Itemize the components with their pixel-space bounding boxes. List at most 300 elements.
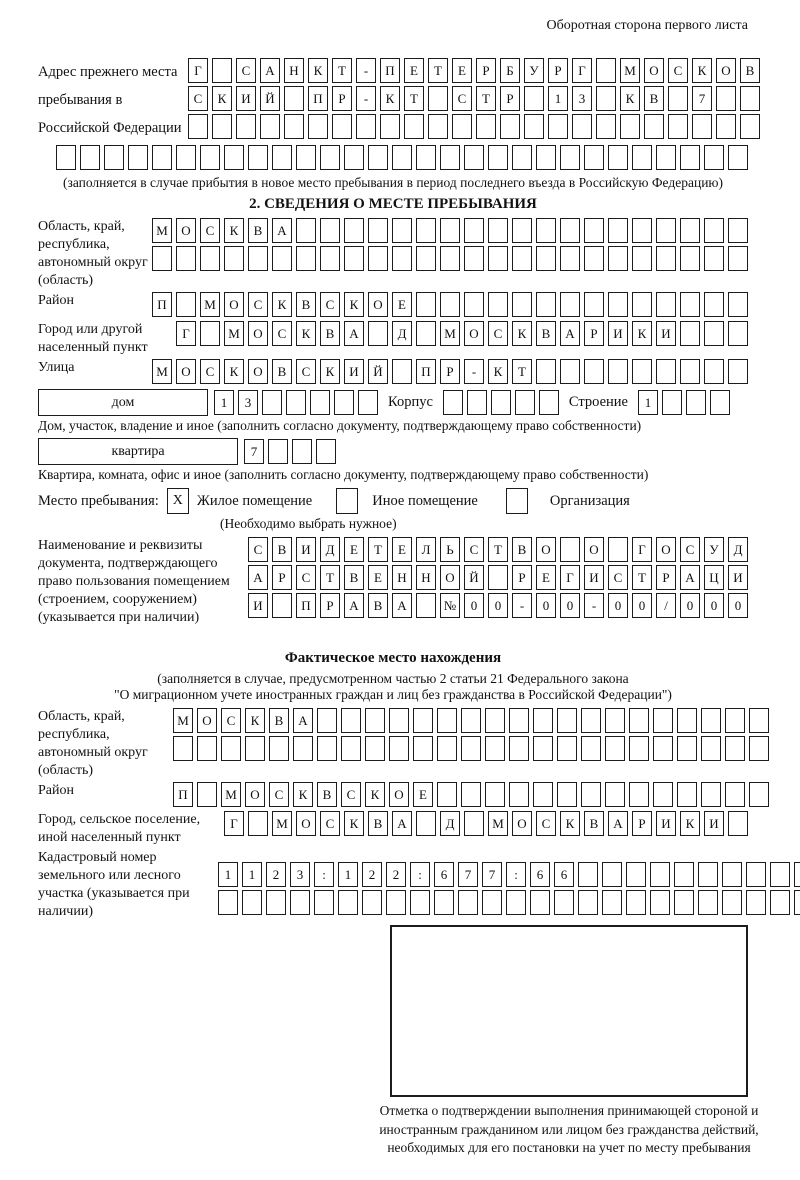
form-cell[interactable]: М <box>620 58 640 83</box>
form-cell[interactable] <box>740 86 760 111</box>
form-cell[interactable] <box>316 439 336 464</box>
form-cell[interactable]: А <box>392 811 412 836</box>
form-cell[interactable] <box>677 736 697 761</box>
form-cell[interactable] <box>560 145 580 170</box>
form-cell[interactable]: Р <box>476 58 496 83</box>
form-cell[interactable]: К <box>320 359 340 384</box>
form-cell[interactable]: 0 <box>704 593 724 618</box>
form-cell[interactable] <box>626 862 646 887</box>
form-cell[interactable]: В <box>344 565 364 590</box>
form-cell[interactable]: С <box>248 292 268 317</box>
form-cell[interactable]: О <box>512 811 532 836</box>
form-cell[interactable] <box>262 390 282 415</box>
form-cell[interactable]: А <box>272 218 292 243</box>
form-cell[interactable] <box>176 246 196 271</box>
form-cell[interactable] <box>662 390 682 415</box>
form-cell[interactable] <box>584 145 604 170</box>
form-cell[interactable]: Н <box>416 565 436 590</box>
form-cell[interactable]: К <box>272 292 292 317</box>
form-cell[interactable]: Л <box>416 537 436 562</box>
form-cell[interactable] <box>248 145 268 170</box>
form-cell[interactable]: О <box>368 292 388 317</box>
form-cell[interactable] <box>584 292 604 317</box>
form-cell[interactable] <box>584 359 604 384</box>
form-cell[interactable]: И <box>248 593 268 618</box>
form-cell[interactable] <box>266 890 286 915</box>
form-cell[interactable]: С <box>452 86 472 111</box>
form-cell[interactable] <box>560 537 580 562</box>
form-cell[interactable]: К <box>245 708 265 733</box>
form-cell[interactable]: А <box>344 593 364 618</box>
form-cell[interactable]: Е <box>392 537 412 562</box>
form-cell[interactable] <box>710 390 730 415</box>
form-cell[interactable] <box>728 321 748 346</box>
form-cell[interactable] <box>512 246 532 271</box>
form-cell[interactable] <box>536 246 556 271</box>
form-cell[interactable]: О <box>644 58 664 83</box>
form-cell[interactable] <box>272 246 292 271</box>
form-cell[interactable] <box>320 145 340 170</box>
form-cell[interactable]: Ц <box>704 565 724 590</box>
form-cell[interactable]: У <box>524 58 544 83</box>
form-cell[interactable] <box>509 736 529 761</box>
form-cell[interactable]: Р <box>500 86 520 111</box>
form-cell[interactable] <box>632 145 652 170</box>
form-cell[interactable] <box>725 708 745 733</box>
form-cell[interactable]: Т <box>320 565 340 590</box>
form-cell[interactable]: Й <box>368 359 388 384</box>
form-cell[interactable] <box>704 145 724 170</box>
form-cell[interactable]: А <box>392 593 412 618</box>
form-cell[interactable]: 1 <box>338 862 358 887</box>
form-cell[interactable] <box>464 218 484 243</box>
form-cell[interactable] <box>512 218 532 243</box>
form-cell[interactable]: Р <box>512 565 532 590</box>
form-cell[interactable]: К <box>380 86 400 111</box>
form-cell[interactable] <box>770 890 790 915</box>
form-cell[interactable]: Г <box>224 811 244 836</box>
form-cell[interactable] <box>260 114 280 139</box>
form-cell[interactable] <box>794 890 800 915</box>
form-cell[interactable]: 0 <box>728 593 748 618</box>
form-cell[interactable]: С <box>200 218 220 243</box>
form-cell[interactable] <box>332 114 352 139</box>
form-cell[interactable] <box>416 218 436 243</box>
form-cell[interactable]: 0 <box>632 593 652 618</box>
form-cell[interactable]: : <box>410 862 430 887</box>
form-cell[interactable] <box>428 114 448 139</box>
form-cell[interactable] <box>668 114 688 139</box>
form-cell[interactable]: М <box>440 321 460 346</box>
form-cell[interactable]: И <box>656 811 676 836</box>
form-cell[interactable]: Й <box>464 565 484 590</box>
form-cell[interactable]: 6 <box>530 862 550 887</box>
form-cell[interactable]: С <box>320 292 340 317</box>
form-cell[interactable] <box>272 593 292 618</box>
form-cell[interactable]: О <box>248 359 268 384</box>
form-cell[interactable]: А <box>608 811 628 836</box>
form-cell[interactable] <box>728 218 748 243</box>
form-cell[interactable] <box>701 708 721 733</box>
form-cell[interactable] <box>188 114 208 139</box>
form-cell[interactable] <box>704 218 724 243</box>
form-cell[interactable] <box>224 145 244 170</box>
form-cell[interactable]: С <box>236 58 256 83</box>
form-cell[interactable] <box>488 145 508 170</box>
form-cell[interactable] <box>485 736 505 761</box>
form-cell[interactable] <box>416 593 436 618</box>
form-cell[interactable] <box>608 292 628 317</box>
form-cell[interactable]: А <box>248 565 268 590</box>
form-cell[interactable]: О <box>440 565 460 590</box>
form-cell[interactable]: И <box>704 811 724 836</box>
form-cell[interactable] <box>626 890 646 915</box>
form-cell[interactable] <box>698 862 718 887</box>
form-cell[interactable] <box>242 890 262 915</box>
form-cell[interactable] <box>749 736 769 761</box>
form-cell[interactable] <box>548 114 568 139</box>
form-cell[interactable] <box>176 145 196 170</box>
form-cell[interactable] <box>200 145 220 170</box>
form-cell[interactable] <box>392 145 412 170</box>
form-cell[interactable] <box>725 782 745 807</box>
form-cell[interactable] <box>80 145 100 170</box>
form-cell[interactable] <box>536 218 556 243</box>
form-cell[interactable] <box>491 390 511 415</box>
form-cell[interactable] <box>704 321 724 346</box>
form-cell[interactable] <box>749 782 769 807</box>
form-cell[interactable] <box>704 292 724 317</box>
form-cell[interactable]: М <box>224 321 244 346</box>
form-cell[interactable] <box>560 246 580 271</box>
form-cell[interactable] <box>680 292 700 317</box>
form-cell[interactable] <box>716 86 736 111</box>
form-cell[interactable] <box>464 292 484 317</box>
house-box[interactable]: дом <box>38 389 208 416</box>
form-cell[interactable]: С <box>248 537 268 562</box>
form-cell[interactable] <box>533 736 553 761</box>
form-cell[interactable] <box>416 811 436 836</box>
form-cell[interactable] <box>725 736 745 761</box>
form-cell[interactable]: Д <box>440 811 460 836</box>
form-cell[interactable] <box>515 390 535 415</box>
form-cell[interactable]: 3 <box>572 86 592 111</box>
form-cell[interactable] <box>212 114 232 139</box>
form-cell[interactable] <box>476 114 496 139</box>
form-cell[interactable]: С <box>296 565 316 590</box>
form-cell[interactable] <box>284 86 304 111</box>
form-cell[interactable] <box>584 218 604 243</box>
form-cell[interactable]: М <box>173 708 193 733</box>
form-cell[interactable] <box>482 890 502 915</box>
form-cell[interactable] <box>596 114 616 139</box>
form-cell[interactable]: 0 <box>488 593 508 618</box>
form-cell[interactable]: К <box>680 811 700 836</box>
form-cell[interactable] <box>452 114 472 139</box>
form-cell[interactable] <box>677 708 697 733</box>
form-cell[interactable] <box>413 736 433 761</box>
form-cell[interactable] <box>344 246 364 271</box>
form-cell[interactable]: Г <box>188 58 208 83</box>
form-cell[interactable]: 7 <box>458 862 478 887</box>
form-cell[interactable]: К <box>212 86 232 111</box>
form-cell[interactable]: Т <box>512 359 532 384</box>
form-cell[interactable]: В <box>272 359 292 384</box>
form-cell[interactable]: Р <box>548 58 568 83</box>
form-cell[interactable]: Б <box>500 58 520 83</box>
form-cell[interactable] <box>746 890 766 915</box>
form-cell[interactable]: О <box>245 782 265 807</box>
form-cell[interactable] <box>334 390 354 415</box>
form-cell[interactable]: С <box>272 321 292 346</box>
form-cell[interactable] <box>554 890 574 915</box>
form-cell[interactable]: К <box>560 811 580 836</box>
form-cell[interactable]: 7 <box>482 862 502 887</box>
form-cell[interactable] <box>632 359 652 384</box>
form-cell[interactable] <box>716 114 736 139</box>
form-cell[interactable]: П <box>173 782 193 807</box>
form-cell[interactable] <box>461 736 481 761</box>
form-cell[interactable]: Д <box>392 321 412 346</box>
form-cell[interactable] <box>728 292 748 317</box>
form-cell[interactable] <box>704 359 724 384</box>
form-cell[interactable] <box>440 145 460 170</box>
form-cell[interactable] <box>605 736 625 761</box>
form-cell[interactable] <box>596 58 616 83</box>
form-cell[interactable] <box>272 145 292 170</box>
form-cell[interactable]: Р <box>656 565 676 590</box>
form-cell[interactable] <box>308 114 328 139</box>
form-cell[interactable]: К <box>224 218 244 243</box>
form-cell[interactable] <box>368 145 388 170</box>
form-cell[interactable] <box>608 537 628 562</box>
form-cell[interactable] <box>197 736 217 761</box>
form-cell[interactable] <box>224 246 244 271</box>
form-cell[interactable]: 0 <box>608 593 628 618</box>
form-cell[interactable]: К <box>344 811 364 836</box>
form-cell[interactable] <box>560 359 580 384</box>
form-cell[interactable]: И <box>296 537 316 562</box>
form-cell[interactable] <box>581 708 601 733</box>
form-cell[interactable] <box>173 736 193 761</box>
form-cell[interactable]: С <box>200 359 220 384</box>
form-cell[interactable]: А <box>344 321 364 346</box>
form-cell[interactable] <box>317 736 337 761</box>
form-cell[interactable] <box>650 862 670 887</box>
form-cell[interactable] <box>581 782 601 807</box>
form-cell[interactable]: : <box>506 862 526 887</box>
form-cell[interactable] <box>437 782 457 807</box>
form-cell[interactable] <box>686 390 706 415</box>
form-cell[interactable]: 1 <box>638 390 658 415</box>
form-cell[interactable] <box>620 114 640 139</box>
form-cell[interactable] <box>341 736 361 761</box>
form-cell[interactable] <box>416 292 436 317</box>
form-cell[interactable] <box>485 782 505 807</box>
form-cell[interactable]: В <box>248 218 268 243</box>
form-cell[interactable] <box>506 890 526 915</box>
form-cell[interactable]: 0 <box>560 593 580 618</box>
form-cell[interactable] <box>341 708 361 733</box>
form-cell[interactable]: 6 <box>554 862 574 887</box>
form-cell[interactable] <box>509 782 529 807</box>
form-cell[interactable] <box>653 708 673 733</box>
form-cell[interactable] <box>674 890 694 915</box>
form-cell[interactable]: П <box>296 593 316 618</box>
form-cell[interactable]: № <box>440 593 460 618</box>
form-cell[interactable]: В <box>740 58 760 83</box>
form-cell[interactable]: Т <box>476 86 496 111</box>
form-cell[interactable] <box>557 708 577 733</box>
form-cell[interactable]: С <box>536 811 556 836</box>
form-cell[interactable]: / <box>656 593 676 618</box>
form-cell[interactable]: Г <box>560 565 580 590</box>
form-cell[interactable] <box>524 114 544 139</box>
form-cell[interactable]: П <box>308 86 328 111</box>
form-cell[interactable] <box>608 246 628 271</box>
form-cell[interactable]: Н <box>284 58 304 83</box>
form-cell[interactable]: С <box>668 58 688 83</box>
form-cell[interactable] <box>286 390 306 415</box>
form-cell[interactable] <box>410 890 430 915</box>
form-cell[interactable] <box>557 736 577 761</box>
form-cell[interactable] <box>632 246 652 271</box>
form-cell[interactable]: О <box>197 708 217 733</box>
form-cell[interactable] <box>461 708 481 733</box>
form-cell[interactable] <box>602 890 622 915</box>
form-cell[interactable] <box>200 246 220 271</box>
form-cell[interactable]: А <box>560 321 580 346</box>
form-cell[interactable]: В <box>644 86 664 111</box>
form-cell[interactable]: 0 <box>464 593 484 618</box>
form-cell[interactable] <box>557 782 577 807</box>
form-cell[interactable] <box>296 246 316 271</box>
form-cell[interactable]: В <box>536 321 556 346</box>
checkbox-residential[interactable]: X <box>167 488 189 514</box>
form-cell[interactable] <box>236 114 256 139</box>
form-cell[interactable] <box>320 218 340 243</box>
form-cell[interactable]: Р <box>332 86 352 111</box>
form-cell[interactable]: Р <box>440 359 460 384</box>
form-cell[interactable]: К <box>620 86 640 111</box>
form-cell[interactable] <box>248 246 268 271</box>
form-cell[interactable] <box>605 708 625 733</box>
form-cell[interactable] <box>728 811 748 836</box>
form-cell[interactable]: С <box>341 782 361 807</box>
form-cell[interactable] <box>668 86 688 111</box>
form-cell[interactable] <box>488 565 508 590</box>
form-cell[interactable] <box>128 145 148 170</box>
form-cell[interactable]: Г <box>176 321 196 346</box>
form-cell[interactable] <box>221 736 241 761</box>
form-cell[interactable] <box>464 246 484 271</box>
form-cell[interactable] <box>701 782 721 807</box>
form-cell[interactable] <box>602 862 622 887</box>
form-cell[interactable]: 2 <box>362 862 382 887</box>
form-cell[interactable] <box>317 708 337 733</box>
form-cell[interactable]: О <box>464 321 484 346</box>
form-cell[interactable] <box>389 736 409 761</box>
form-cell[interactable]: В <box>368 593 388 618</box>
form-cell[interactable]: К <box>344 292 364 317</box>
form-cell[interactable] <box>437 736 457 761</box>
form-cell[interactable]: 0 <box>536 593 556 618</box>
form-cell[interactable]: - <box>584 593 604 618</box>
form-cell[interactable] <box>464 145 484 170</box>
form-cell[interactable] <box>56 145 76 170</box>
form-cell[interactable] <box>653 782 673 807</box>
form-cell[interactable] <box>722 890 742 915</box>
form-cell[interactable]: 3 <box>238 390 258 415</box>
form-cell[interactable]: С <box>680 537 700 562</box>
form-cell[interactable]: Е <box>413 782 433 807</box>
form-cell[interactable] <box>296 145 316 170</box>
form-cell[interactable] <box>632 218 652 243</box>
form-cell[interactable]: В <box>368 811 388 836</box>
form-cell[interactable] <box>656 359 676 384</box>
form-cell[interactable] <box>320 246 340 271</box>
form-cell[interactable]: С <box>608 565 628 590</box>
form-cell[interactable]: Е <box>392 292 412 317</box>
form-cell[interactable]: Р <box>584 321 604 346</box>
form-cell[interactable]: В <box>296 292 316 317</box>
form-cell[interactable] <box>581 736 601 761</box>
form-cell[interactable] <box>608 145 628 170</box>
form-cell[interactable] <box>392 359 412 384</box>
form-cell[interactable]: О <box>176 218 196 243</box>
form-cell[interactable]: О <box>224 292 244 317</box>
form-cell[interactable] <box>344 218 364 243</box>
form-cell[interactable]: 6 <box>434 862 454 887</box>
form-cell[interactable]: 2 <box>266 862 286 887</box>
form-cell[interactable]: Й <box>260 86 280 111</box>
form-cell[interactable]: Р <box>272 565 292 590</box>
form-cell[interactable]: О <box>584 537 604 562</box>
form-cell[interactable] <box>269 736 289 761</box>
form-cell[interactable] <box>389 708 409 733</box>
form-cell[interactable] <box>338 890 358 915</box>
form-cell[interactable] <box>605 782 625 807</box>
form-cell[interactable] <box>680 145 700 170</box>
form-cell[interactable] <box>413 708 433 733</box>
form-cell[interactable] <box>536 145 556 170</box>
form-cell[interactable] <box>284 114 304 139</box>
form-cell[interactable]: Т <box>368 537 388 562</box>
form-cell[interactable] <box>680 359 700 384</box>
form-cell[interactable] <box>404 114 424 139</box>
form-cell[interactable]: : <box>314 862 334 887</box>
form-cell[interactable] <box>524 86 544 111</box>
form-cell[interactable]: С <box>188 86 208 111</box>
form-cell[interactable] <box>530 890 550 915</box>
form-cell[interactable]: 3 <box>290 862 310 887</box>
form-cell[interactable]: О <box>389 782 409 807</box>
form-cell[interactable] <box>200 321 220 346</box>
form-cell[interactable] <box>212 58 232 83</box>
form-cell[interactable] <box>467 390 487 415</box>
form-cell[interactable] <box>440 246 460 271</box>
form-cell[interactable] <box>728 246 748 271</box>
form-cell[interactable] <box>104 145 124 170</box>
form-cell[interactable] <box>500 114 520 139</box>
form-cell[interactable]: М <box>221 782 241 807</box>
form-cell[interactable] <box>368 321 388 346</box>
form-cell[interactable] <box>632 292 652 317</box>
form-cell[interactable]: А <box>293 708 313 733</box>
form-cell[interactable]: Н <box>392 565 412 590</box>
form-cell[interactable] <box>650 890 670 915</box>
form-cell[interactable]: 1 <box>242 862 262 887</box>
